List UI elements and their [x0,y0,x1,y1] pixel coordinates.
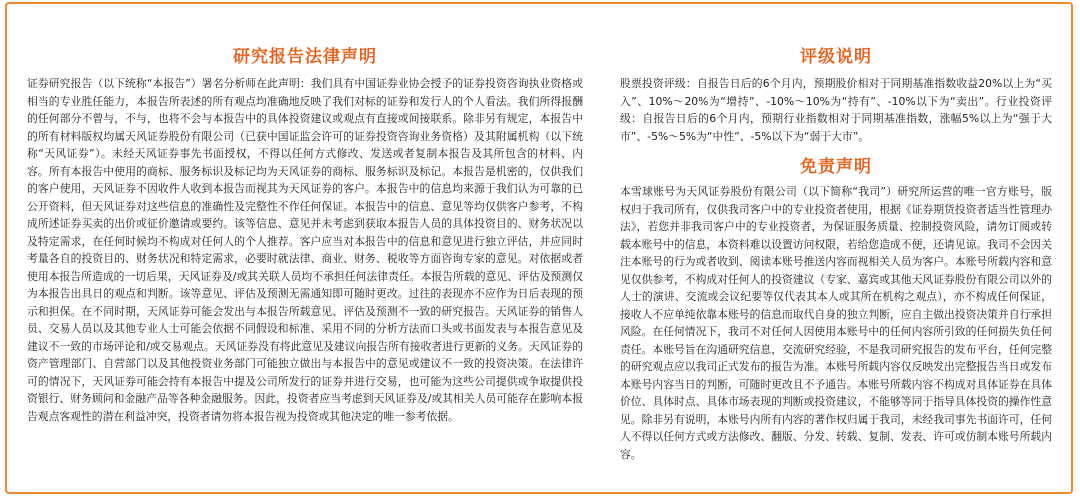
rating-description-text: 股票投资评级：自报告日后的6个月内，预期股价相对于同期基准指数收益20%以上为“买入”、10%～20%为“增持”、-10%～10%为“持有”、-10%以下为“卖出”。行业投资评级：自报告日后的6个月内，预期行业指数相对于同期基准指数，涨幅5%以上为“强于大市”、-5%～5%为“中性”、-5%以下为“弱于大市”。 [620,77,1052,143]
disclaimer-title: 免责声明 [800,157,872,177]
legal-statement-text: 证券研究报告（以下统称“本报告”）署名分析师在此声明：我们具有中国证券业协会授予的证券投资咨询执业资格或相当的专业胜任能力，本报告所表述的所有观点均准确地反映了我们对标的证券和发行人的个人看法。我们所得报酬的任何部分不曾与，不与，也将不会与本报告中的具体投资建议或观点有直接或间接联系。除非另有规定，本报告中的所有材料版权均属天风证券股份有限公司（已获中国证监会许可的证券投资咨询业务资格）及其附属机构（以下统称“天风证券”）。未经天风证券事先书面授权，不得以任何方式修改、发送或者复制本报告及其所包含的材料、内容。所有本报告中使用的商标、服务标识及标记均为天风证券的商标、服务标识及标记。本报告是机密的，仅供我们的客户使用，天风证券不因收件人收到本报告而视其为天风证券的客户。本报告中的信息均来源于我们认为可靠的已公开资料，但天风证券对这些信息的准确性及完整性不作任何保证。本报告中的信息、意见等均仅供客户参考，不构成所述证券买卖的出价或征价邀请或要约。该等信息、意见并未考虑到获取本报告人员的具体投资目的、财务状况以及特定需求，在任何时候均不构成对任何人的个人推荐。客户应当对本报告中的信息和意见进行独立评估，并应同时考量各自的投资目的、财务状况和特定需求，必要时就法律、商业、财务、税收等方面咨询专家的意见。对依据或者使用本报告所造成的一切后果，天风证券及/或其关联人员均不承担任何法律责任。本报告所载的意见、评估及预测仅为本报告出具日的观点和判断。该等意见、评估及预测无需通知即可随时更改。过往的表现亦不应作为日后表现的预示和担保。在不同时期，天风证券可能会发出与本报告所载意见、评估及预测不一致的研究报告。天风证券的销售人员、交易人员以及其他专业人士可能会依据不同假设和标准、采用不同的分析方法而口头或书面发表与本报告意见及建议不一致的市场评论和/或交易观点。天风证券没有将此意见及建议向报告所有接收者进行更新的义务。天风证券的资产管理部门、自营部门以及其他投资业务部门可能独立做出与本报告中的意见或建议不一致的投资决策。在法律许可的情况下，天风证券可能会持有本报告中提及公司所发行的证券并进行交易，也可能为这些公司提供或争取提供投资银行、财务顾问和金融产品等各种金融服务。因此，投资者应当考虑到天风证券及/或其相关人员可能存在影响本报告观点客观性的潜在利益冲突，投资者请勿将本报告视为投资或其他决定的唯一参考依据。 [27,77,583,423]
rating-description-body [620,75,1052,145]
disclaimer-text: 本雪球账号为天风证券股份有限公司（以下简称“我司”）研究所运营的唯一官方账号，版权归于我司所有，仅供我司客户中的专业投资者使用，根据《证券期货投资者适当性管理办法》，若您并非我司客户中的专业投资者，为保证服务质量、控制投资风险，请勿订阅或转载本账号中的信息，本资料难以设置访问权限，若给您造成不便，还请见谅。我司不会因关注本账号的行为或者收到、阅读本账号推送内容而视相关人员为客户。本账号所载内容和意见仅供参考，不构成对任何人的投资建议（专家、嘉宾或其他天风证券股份有限公司以外的人士的演讲、交流或会议纪要等仅代表其本人或其所在机构之观点），亦不构成任何保证，接收人不应单纯依靠本账号的信息而取代自身的独立判断，应自主做出投资决策并自行承担风险。在任何情况下，我司不对任何人因使用本账号中的任何内容所引致的任何损失负任何责任。本账号旨在沟通研究信息，交流研究经验，不是我司研究报告的发布平台，任何完整的研究观点应以我司正式发布的报告为准。本账号所载内容仅反映发出完整报告当日或发布本账号内容当日的判断，可随时更改且不予通告。本账号所载内容不构成对具体证券在具体价位、具体时点、具体市场表现的判断或投资建议，不能够等同于指导具体投资的操作性意见。除非另有说明，本账号内所有内容的著作权归属于我司，未经我司事先书面许可，任何人不得以任何方式或方法修改、翻版、分发、转载、复制、发表、许可或仿制本账号所载内容。 [620,185,1052,461]
disclaimer-body [620,183,1052,463]
legal-statement-body [27,75,583,425]
rating-description-title: 评级说明 [800,47,872,67]
legal-statement-title: 研究报告法律声明 [233,47,377,67]
